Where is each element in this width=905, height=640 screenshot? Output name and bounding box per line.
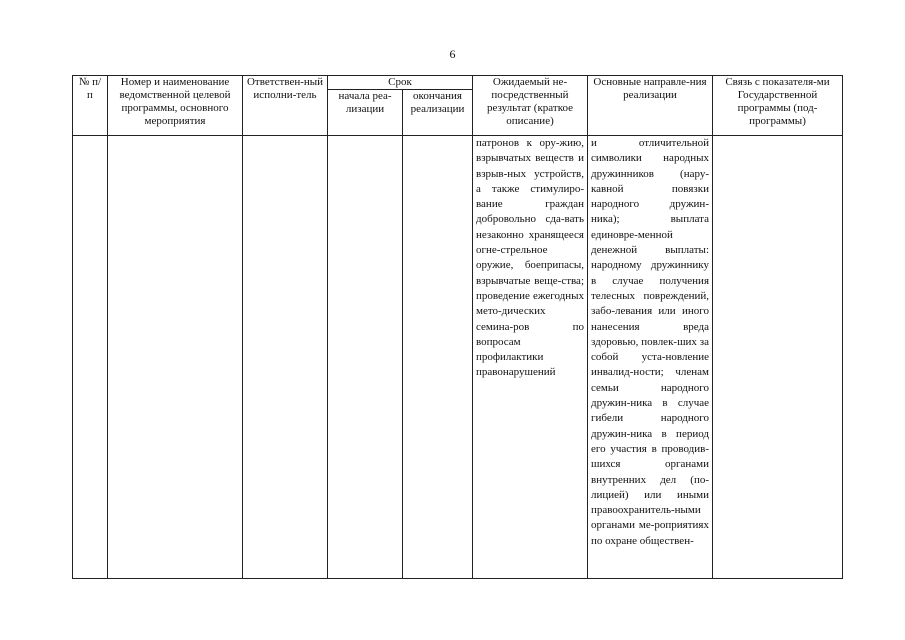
cell-result bbox=[473, 136, 588, 579]
header-num: № п/п bbox=[73, 76, 108, 136]
cell-term-end bbox=[403, 136, 473, 579]
header-name: Номер и наименование ведомственной целевой программы, основного мероприятия bbox=[108, 76, 243, 136]
cell-name bbox=[108, 136, 243, 579]
cell-directions bbox=[588, 136, 713, 579]
header-term: Срок bbox=[328, 76, 473, 90]
header-responsible: Ответствен-ный исполни-тель bbox=[243, 76, 328, 136]
cell-num bbox=[73, 136, 108, 579]
header-link: Связь с показателя-ми Государственной программы (под-программы) bbox=[713, 76, 843, 136]
header-term-start: начала реа-лизации bbox=[328, 90, 403, 136]
cell-responsible bbox=[243, 136, 328, 579]
cell-term-start bbox=[328, 136, 403, 579]
header-term-end: окончания реализации bbox=[403, 90, 473, 136]
result-text: патронов к ору-жию, взрывчатых веществ и взрыв-ных устройств, а также стимулиро-вание граждан добровольно сда-вать незаконно хранящееся огне-стрельное оружие, боеприпасы, взрывчатые веще-ства; проведение ежегодных мето-дических семина-ров по вопросам профилактики правонарушений bbox=[476, 137, 584, 379]
program-table bbox=[72, 75, 843, 579]
header-result: Ожидаемый не-посредственный результат (краткое описание) bbox=[473, 76, 588, 136]
directions-text: и отличительной символики народных дружинников (нару-кавной повязки народного дружин-ника); выплата единовре-менной денежной выплаты: народному дружиннику в случае получения телесных повреждений, забо-левания или иного нанесения вреда здоровью, повлек-ших за собой уста-новление инвалид-ности; членам семьи народного дружин-ника в случае гибели народного дружин-ника в период его участия в проводив-шихся органами внутренних дел (по-лицией) или иными правоохранитель-ными органами ме-роприятиях по охране обществен- bbox=[591, 137, 709, 547]
cell-link bbox=[713, 136, 843, 579]
header-row-1 bbox=[73, 76, 843, 90]
page-number: 6 bbox=[449, 47, 456, 61]
header-directions: Основные направле-ния реализации bbox=[588, 76, 713, 136]
table-row bbox=[73, 136, 843, 579]
